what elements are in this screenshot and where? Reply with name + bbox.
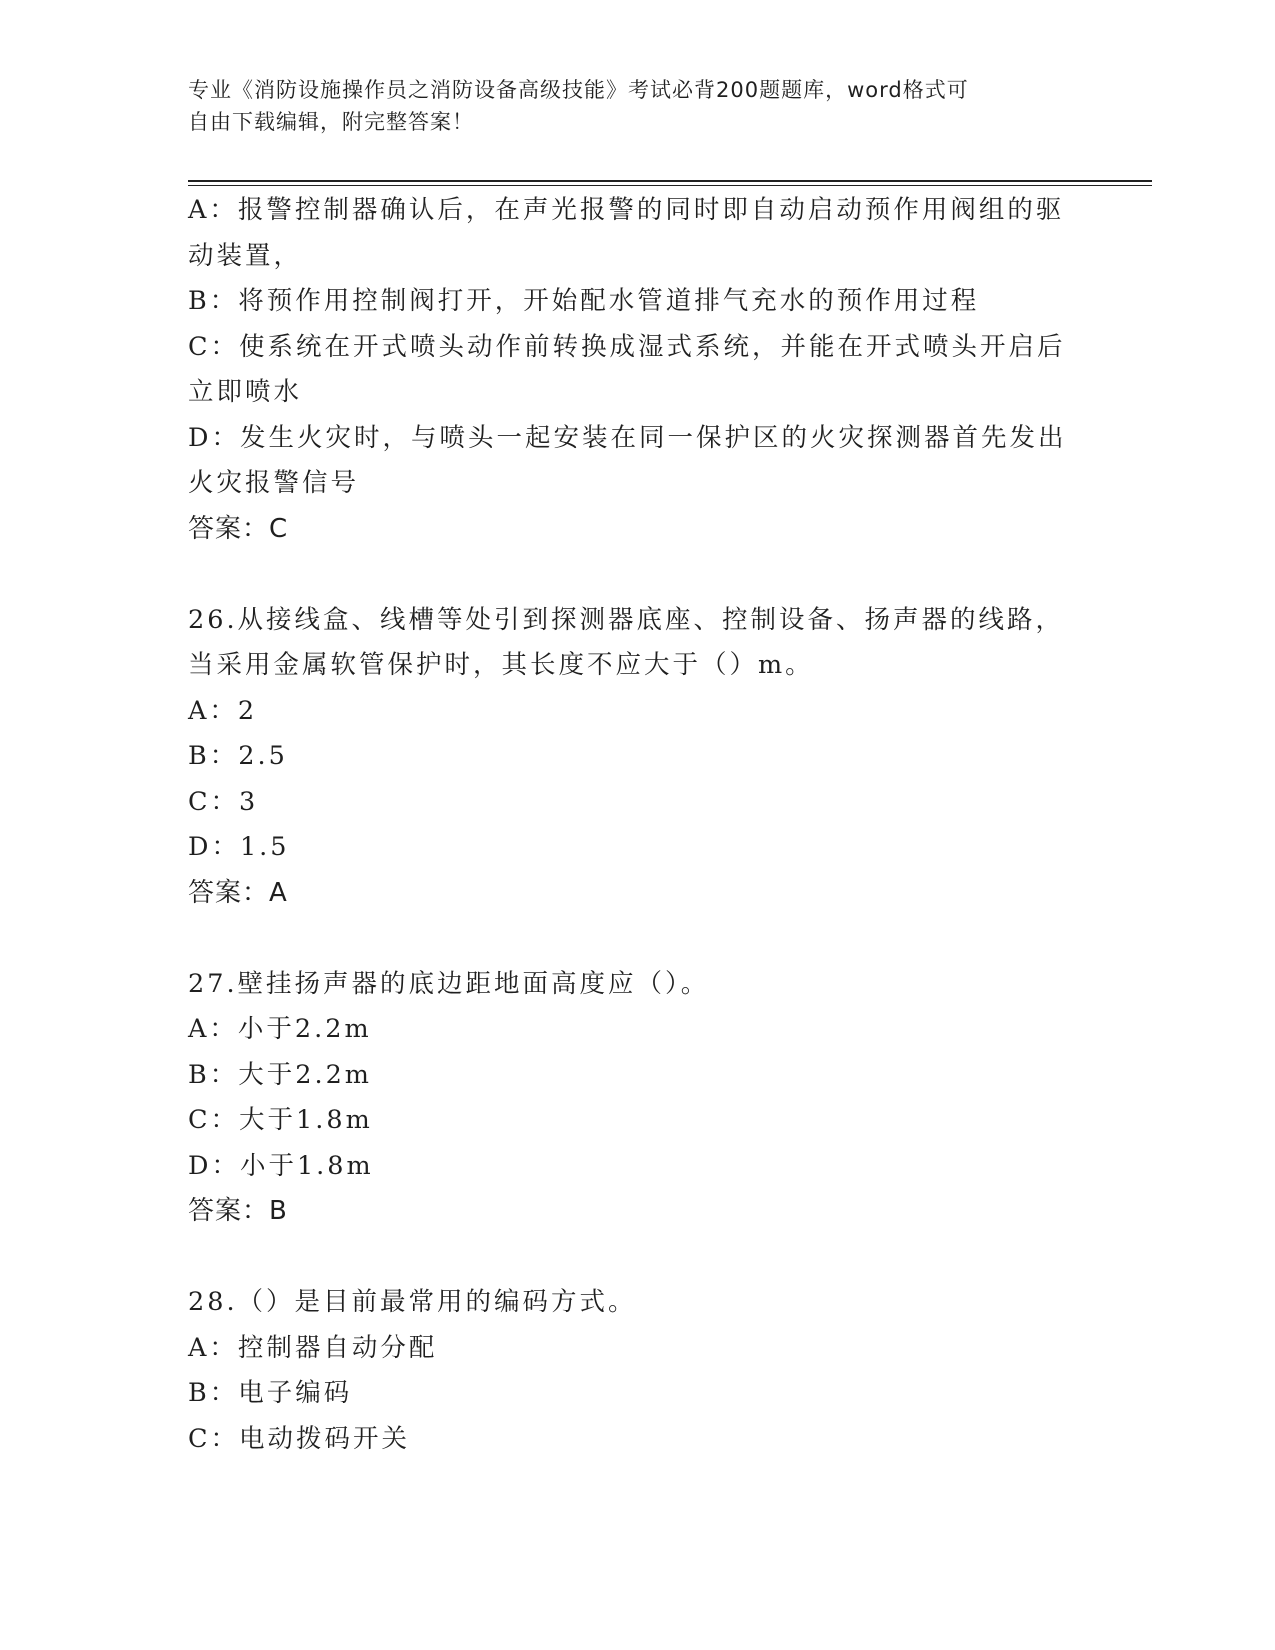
spacer — [188, 552, 1078, 598]
question-28-option-b: B：电子编码 — [188, 1378, 353, 1408]
question-27-option-d: D：小于1.8m — [188, 1150, 374, 1181]
header-divider-thin — [188, 185, 1152, 186]
question-26-option-c: C：3 — [188, 786, 259, 817]
question-27-answer: 答案：B — [188, 1196, 288, 1226]
option-a-line-1: A：报警控制器确认后，在声光报警的同时即自动启动预作用阀组的驱 — [188, 195, 1065, 225]
question-27-option-c: C：大于1.8m — [188, 1105, 373, 1135]
spacer — [188, 916, 1078, 962]
header-divider-thick — [188, 180, 1152, 182]
question-27-stem: 27.壁挂扬声器的底边距地面高度应（）。 — [188, 968, 710, 999]
option-c-line-2: 立即喷水 — [188, 377, 303, 407]
question-27-option-a: A：小于2.2m — [188, 1014, 372, 1044]
question-26-option-a: A：2 — [188, 695, 258, 726]
question-26-option-d: D：1.5 — [188, 832, 290, 862]
question-26-answer: 答案：A — [188, 877, 288, 908]
header-line-2: 自由下载编辑，附完整答案！ — [188, 110, 474, 134]
option-d-line-1: D：发生火灾时，与喷头一起安装在同一保护区的火灾探测器首先发出 — [188, 422, 1067, 453]
question-26-stem-line-2: 当采用金属软管保护时，其长度不应大于（）m。 — [188, 650, 814, 680]
option-c-line-1: C：使系统在开式喷头动作前转换成湿式系统，并能在开式喷头开启后 — [188, 331, 1066, 362]
option-a-line-2: 动装置， — [188, 240, 303, 271]
question-28-option-c: C：电动拨码开关 — [188, 1423, 411, 1454]
question-body — [188, 188, 1078, 1462]
option-b: B：将预作用控制阀打开，开始配水管道排气充水的预作用过程 — [188, 286, 980, 316]
question-27-option-b: B：大于2.2m — [188, 1059, 372, 1090]
question-26-stem-line-1: 26.从接线盒、线槽等处引到探测器底座、控制设备、扬声器的线路， — [188, 604, 1065, 635]
spacer — [188, 1235, 1078, 1281]
header-line-1: 专业《消防设施操作员之消防设备高级技能》考试必背200题题库，word格式可 — [188, 78, 969, 102]
question-26-option-b: B：2.5 — [188, 741, 288, 771]
answer-label: 答案：C — [188, 513, 289, 544]
question-28-stem: 28.（）是目前最常用的编码方式。 — [188, 1287, 637, 1317]
document-header — [188, 74, 1068, 138]
option-d-line-2: 火灾报警信号 — [188, 468, 360, 498]
question-28-option-a: A：控制器自动分配 — [188, 1332, 438, 1363]
